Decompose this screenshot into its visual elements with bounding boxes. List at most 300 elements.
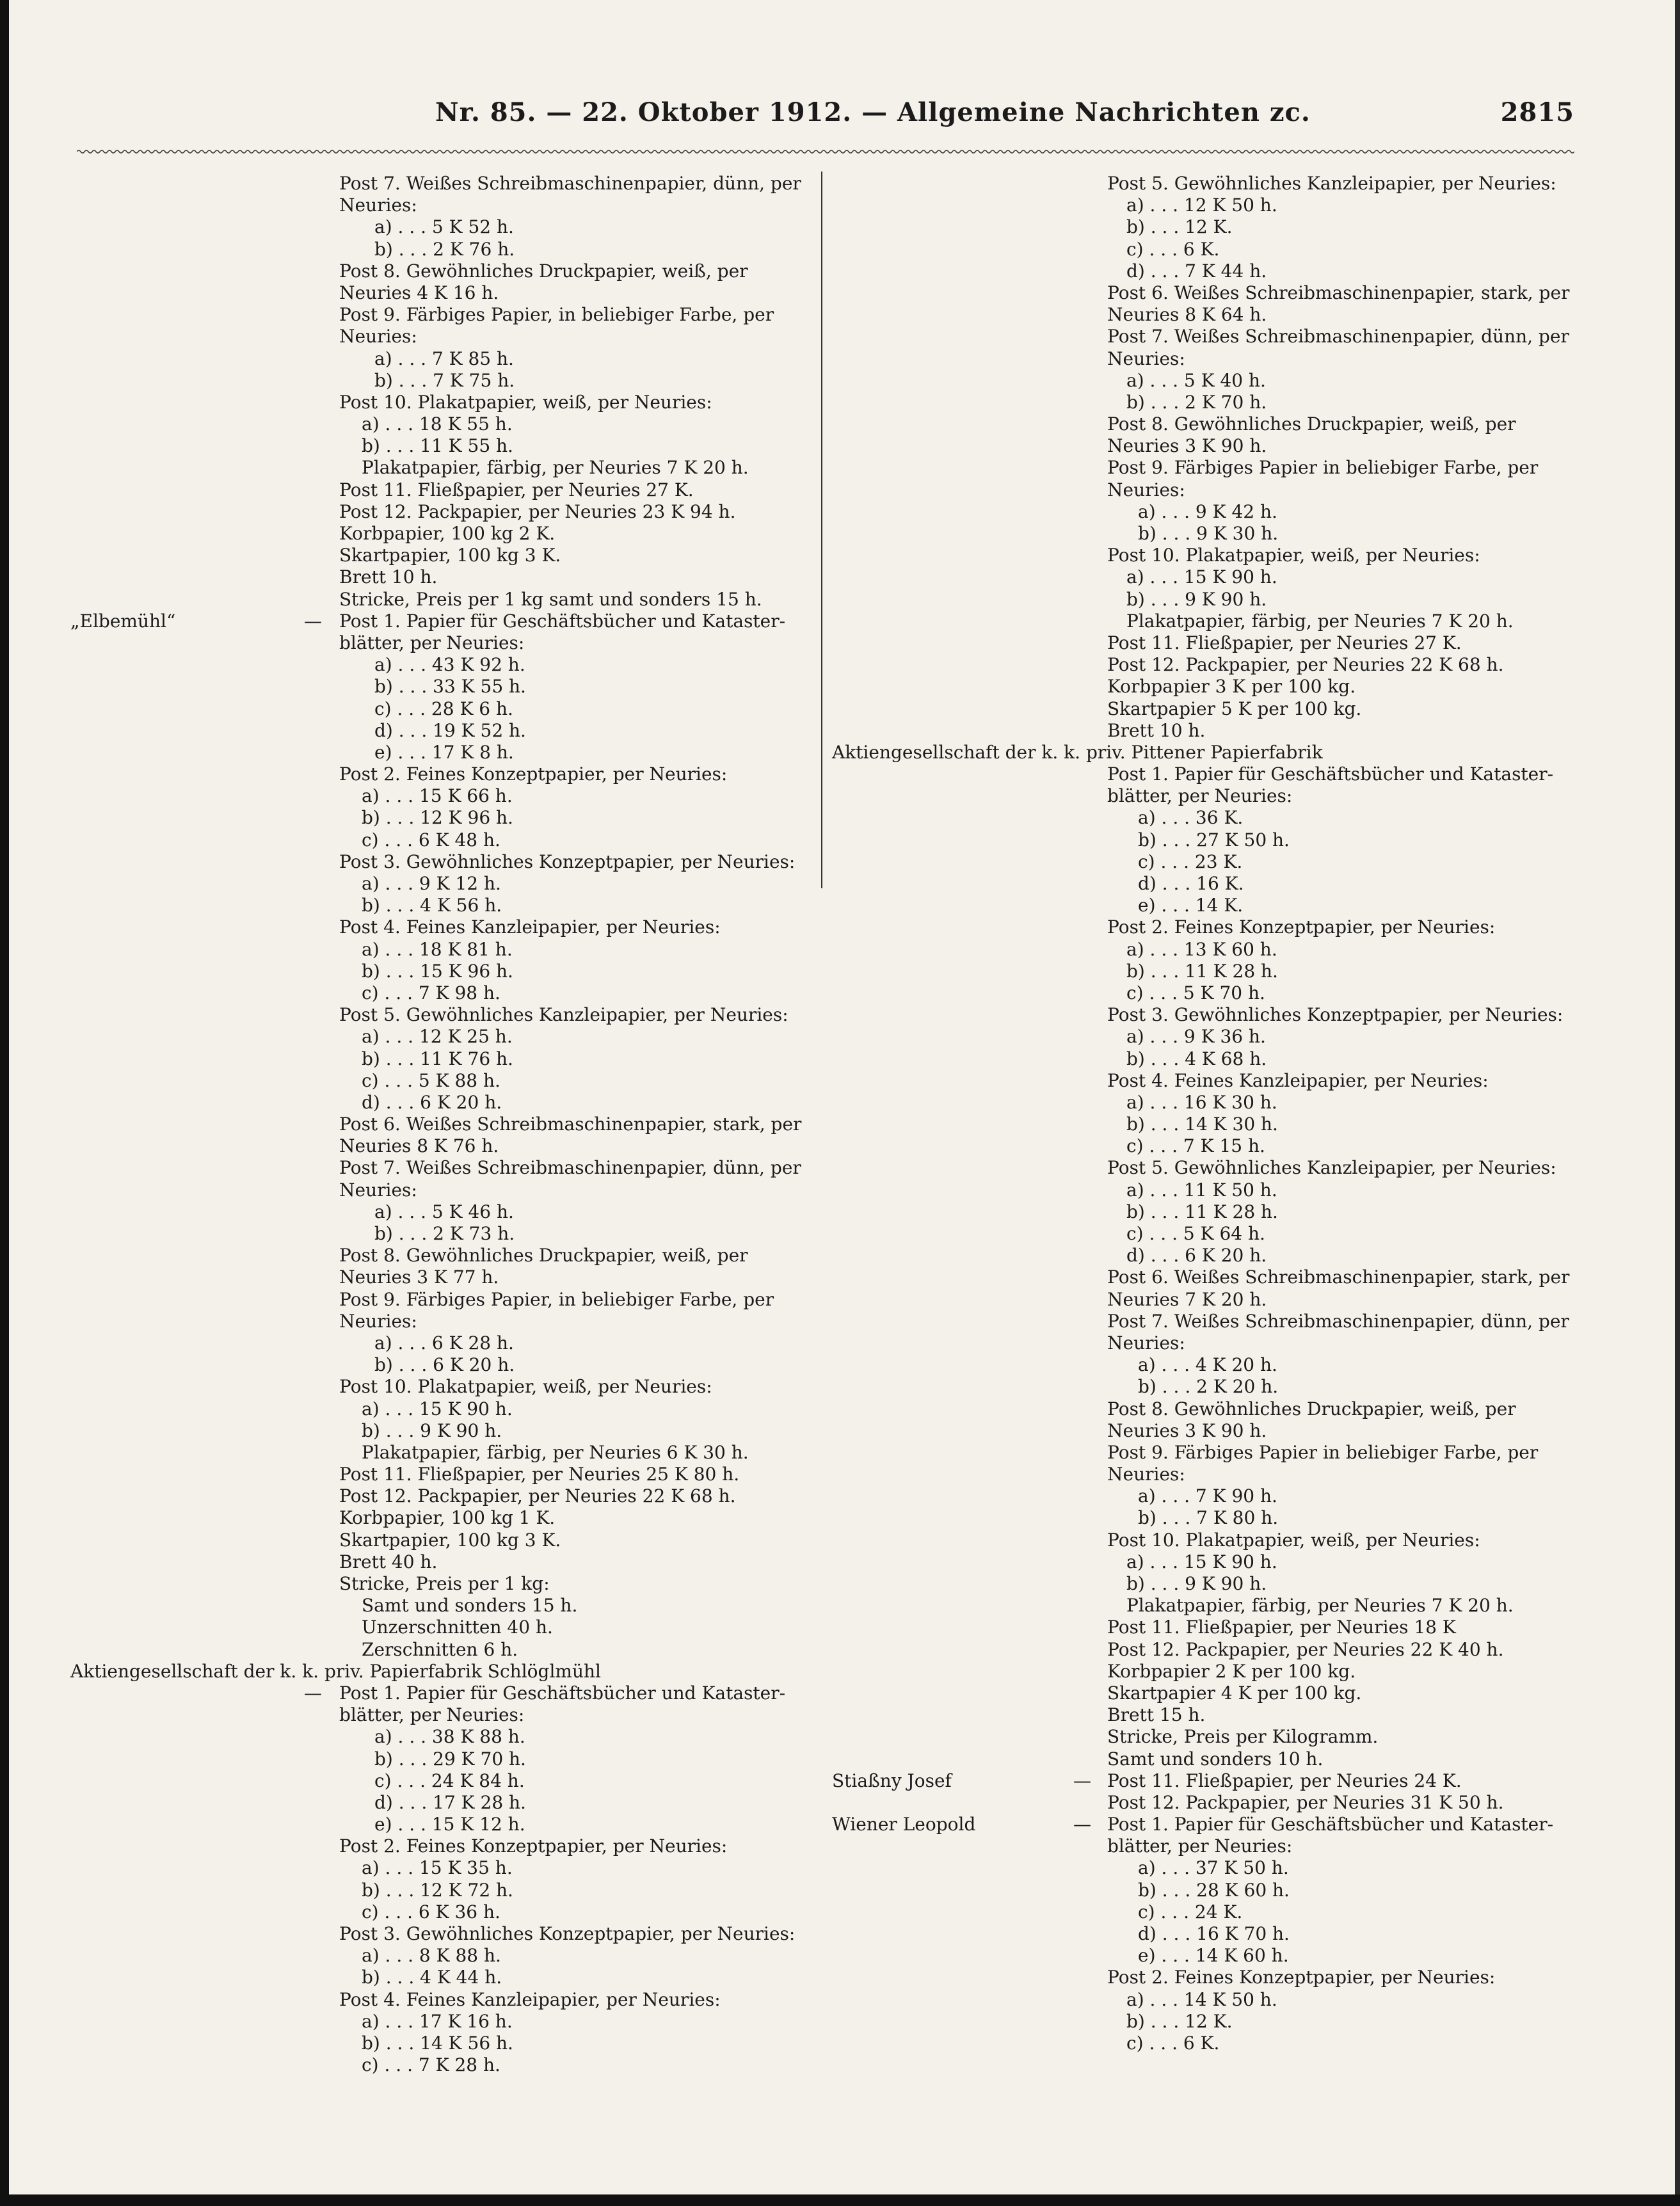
line-text: Plakatpapier, färbig, per Neuries 7 K 20 h. [362,457,749,479]
text-line [832,851,1581,873]
text-line [832,1835,1581,1857]
text-line [70,479,806,501]
text-line [832,501,1581,523]
line-text: a) . . . 36 K. [1138,807,1244,829]
entry-dash: — [304,1682,322,1704]
line-text: b) . . . 12 K. [1126,216,1233,238]
text-line [70,611,806,632]
text-line [832,413,1581,435]
text-line [70,1617,806,1638]
line-text: c) . . . 7 K 15 h. [1126,1135,1265,1157]
line-text: Post 8. Gewöhnliches Druckpapier, weiß, per [1107,413,1516,435]
text-line [70,260,806,282]
line-text: a) . . . 8 K 88 h. [362,1945,501,1967]
line-text: d) . . . 7 K 44 h. [1126,260,1267,282]
line-text: Post 7. Weißes Schreibmaschinenpapier, dünn, per [339,1157,801,1179]
text-line [832,1026,1581,1048]
text-line [70,982,806,1004]
line-text: e) . . . 14 K. [1138,895,1244,916]
text-line [70,1857,806,1879]
line-text: blätter, per Neuries: [339,632,525,653]
text-line [832,1485,1581,1507]
line-text: Neuries: [1107,479,1185,500]
line-text: a) . . . 37 K 50 h. [1138,1857,1289,1879]
text-line [832,1661,1581,1682]
line-text: b) . . . 2 K 70 h. [1126,391,1267,413]
text-line [832,1595,1581,1617]
line-text: d) . . . 6 K 20 h. [1126,1245,1267,1267]
firm-name: „Elbemühl“ [70,610,176,632]
line-text: Skartpapier 4 K per 100 kg. [1107,1682,1362,1704]
line-text: Stricke, Preis per Kilogramm. [1107,1726,1379,1748]
text-line [70,961,806,982]
line-text: Korbpapier, 100 kg 2 K. [339,523,556,544]
line-text: c) . . . 5 K 64 h. [1126,1223,1265,1244]
text-line [70,1967,806,1988]
text-line [70,195,806,216]
line-text: Post 3. Gewöhnliches Konzeptpapier, per Neuries: [1107,1004,1564,1026]
text-line [832,1923,1581,1945]
line-text: d) . . . 6 K 20 h. [362,1091,502,1113]
line-text: Post 11. Fließpapier, per Neuries 18 K [1107,1617,1456,1638]
text-line [70,785,806,807]
right-column [832,173,1581,2054]
text-line [70,1726,806,1748]
line-text: Post 8. Gewöhnliches Druckpapier, weiß, per [339,1245,748,1267]
text-line [832,1201,1581,1223]
firm-name: Stiaßny Josef [832,1770,952,1791]
line-text: blätter, per Neuries: [339,1704,525,1726]
text-line [832,457,1581,479]
line-text: Aktiengesellschaft der k. k. priv. Papierfabrik Schlöglmühl [70,1660,601,1682]
text-line [832,1551,1581,1573]
line-text: Post 9. Färbiges Papier in beliebiger Farbe, per [1107,1441,1539,1463]
line-text: Neuries: [339,1179,417,1201]
text-line [832,1639,1581,1661]
line-text: Neuries 4 K 16 h. [339,282,499,303]
text-line [70,239,806,260]
line-text: Post 6. Weißes Schreibmaschinenpapier, stark, per [1107,282,1570,303]
line-text: a) . . . 13 K 60 h. [1126,938,1277,960]
line-text: Post 2. Feines Konzeptpapier, per Neuries: [339,763,728,785]
text-line [832,195,1581,216]
line-text: b) . . . 12 K 72 h. [362,1879,513,1901]
line-text: b) . . . 12 K. [1126,2010,1233,2032]
text-line [70,1814,806,1835]
line-text: Post 6. Weißes Schreibmaschinenpapier, stark, per [339,1114,802,1135]
text-line [70,1682,806,1704]
line-text: Post 12. Packpapier, per Neuries 22 K 40 h. [1107,1638,1504,1660]
line-text: a) . . . 15 K 35 h. [362,1857,513,1879]
line-text: Post 8. Gewöhnliches Druckpapier, weiß, per [1107,1398,1516,1419]
text-line [832,807,1581,829]
text-line [70,326,806,348]
line-text: b) . . . 7 K 75 h. [374,369,515,391]
left-column [70,173,806,2076]
text-line [70,1442,806,1464]
text-line [70,2033,806,2054]
text-line [832,1814,1581,1835]
text-line [70,501,806,523]
text-line [832,1092,1581,1114]
line-text: a) . . . 7 K 85 h. [374,348,514,369]
text-line [70,2011,806,2033]
text-line [832,939,1581,961]
text-line [70,807,806,829]
line-text: Neuries 3 K 90 h. [1107,435,1267,457]
text-line [832,1880,1581,1901]
line-text: b) . . . 4 K 56 h. [362,895,502,916]
text-line [832,260,1581,282]
text-line [832,523,1581,545]
text-line [832,1376,1581,1398]
line-text: Skartpapier, 100 kg 3 K. [339,545,561,566]
text-line [832,589,1581,611]
text-line [70,1070,806,1092]
text-line [70,413,806,435]
line-text: Neuries: [339,326,417,348]
line-text: Post 8. Gewöhnliches Druckpapier, weiß, per [339,260,748,282]
text-line [832,1135,1581,1157]
line-text: d) . . . 16 K 70 h. [1138,1923,1290,1944]
text-line [832,1989,1581,2011]
line-text: Korbpapier 2 K per 100 kg. [1107,1660,1356,1682]
entry-dash: — [304,610,322,632]
line-text: Neuries 3 K 90 h. [1107,1419,1267,1441]
line-text: a) . . . 9 K 36 h. [1126,1026,1266,1048]
line-text: Post 4. Feines Kanzleipapier, per Neuries: [1107,1069,1489,1091]
line-text: Post 12. Packpapier, per Neuries 23 K 94 h. [339,500,736,522]
text-line [70,851,806,873]
text-line [832,2011,1581,2033]
line-text: b) . . . 14 K 56 h. [362,2032,513,2054]
line-text: a) . . . 16 K 30 h. [1126,1091,1277,1113]
line-text: Brett 40 h. [339,1551,438,1572]
text-line [70,1201,806,1223]
line-text: e) . . . 17 K 8 h. [374,741,514,763]
text-line [70,392,806,413]
line-text: Post 5. Gewöhnliches Kanzleipapier, per Neuries: [1107,173,1556,194]
text-line [832,1442,1581,1464]
page-number: 2815 [1500,97,1574,127]
text-line [832,435,1581,457]
text-line [832,611,1581,632]
line-text: blätter, per Neuries: [1107,1835,1293,1857]
text-line [70,1420,806,1442]
line-text: Samt und sonders 10 h. [1107,1748,1324,1770]
text-line [70,1639,806,1661]
text-line [832,1770,1581,1792]
text-line [832,1004,1581,1026]
text-line [70,1748,806,1770]
text-line [832,1901,1581,1923]
text-line [70,282,806,304]
text-line [832,1223,1581,1245]
line-text: b) . . . 27 K 50 h. [1138,829,1290,851]
line-text: c) . . . 7 K 98 h. [362,982,500,1003]
text-line [70,1880,806,1901]
text-line [832,1617,1581,1638]
text-line [70,1026,806,1048]
text-line [832,763,1581,785]
line-text: Post 6. Weißes Schreibmaschinenpapier, stark, per [1107,1267,1570,1288]
text-line [832,698,1581,720]
text-line [70,939,806,961]
text-line [70,873,806,895]
line-text: Post 4. Feines Kanzleipapier, per Neuries: [339,1988,721,2010]
line-text: a) . . . 9 K 42 h. [1138,500,1277,522]
text-line [832,326,1581,348]
line-text: Neuries 8 K 76 h. [339,1135,499,1157]
line-text: b) . . . 2 K 76 h. [374,238,515,260]
line-text: Post 7. Weißes Schreibmaschinenpapier, dünn, per [1107,326,1569,348]
line-text: Post 1. Papier für Geschäftsbücher und Kataster- [1107,1814,1554,1835]
line-text: Neuries: [1107,348,1185,369]
line-text: c) . . . 28 K 6 h. [374,698,513,719]
text-line [70,2054,806,2076]
header-wavy-rule [77,148,1574,155]
line-text: Post 9. Färbiges Papier, in beliebiger Farbe, per [339,304,774,326]
line-text: b) . . . 28 K 60 h. [1138,1879,1290,1901]
text-line [70,1157,806,1179]
text-line [832,304,1581,326]
text-line [832,173,1581,195]
text-line [832,1311,1581,1332]
line-text: Plakatpapier, färbig, per Neuries 7 K 20 h. [1126,1595,1514,1617]
text-line [832,1157,1581,1179]
text-line [70,1092,806,1114]
line-text: Post 12. Packpapier, per Neuries 22 K 68 h. [1107,654,1504,676]
text-line [832,873,1581,895]
text-line [832,1726,1581,1748]
text-line [832,1945,1581,1967]
line-text: b) . . . 15 K 96 h. [362,960,513,982]
text-line [70,632,806,654]
line-text: c) . . . 24 K. [1138,1901,1243,1922]
line-text: Korbpapier 3 K per 100 kg. [1107,676,1356,698]
line-text: d) . . . 16 K. [1138,873,1244,894]
line-text: b) . . . 4 K 44 h. [362,1967,502,1988]
text-line [70,1267,806,1288]
line-text: a) . . . 11 K 50 h. [1126,1179,1277,1201]
line-text: Post 3. Gewöhnliches Konzeptpapier, per Neuries: [339,851,796,872]
text-line [832,1267,1581,1288]
text-line [832,1245,1581,1267]
line-text: c) . . . 6 K. [1126,2032,1220,2054]
line-text: Post 5. Gewöhnliches Kanzleipapier, per Neuries: [339,1004,788,1026]
page-header [435,97,1574,142]
line-text: Neuries: [339,195,417,216]
text-line [70,829,806,851]
text-line [832,632,1581,654]
text-line [832,1332,1581,1354]
text-line [70,763,806,785]
scan-edge-right [1675,0,1680,2206]
text-line [70,1245,806,1267]
line-text: Post 2. Feines Konzeptpapier, per Neuries: [1107,916,1496,938]
text-line [832,348,1581,370]
line-text: b) . . . 11 K 28 h. [1126,960,1278,982]
text-line [70,457,806,479]
text-line [832,1530,1581,1551]
header-title: Nr. 85. — 22. Oktober 1912. — Allgemeine Nachrichten zc. [435,97,1311,127]
text-line [832,676,1581,698]
line-text: b) . . . 33 K 55 h. [374,676,526,698]
line-text: b) . . . 14 K 30 h. [1126,1114,1278,1135]
text-line [832,1398,1581,1420]
text-line [70,545,806,566]
text-line [70,1114,806,1135]
text-line [832,239,1581,260]
line-text: Post 9. Färbiges Papier, in beliebiger Farbe, per [339,1288,774,1310]
text-line [832,1682,1581,1704]
text-line [70,566,806,588]
text-line [832,1289,1581,1311]
line-text: Post 2. Feines Konzeptpapier, per Neuries: [1107,1967,1496,1988]
line-text: a) . . . 18 K 81 h. [362,938,513,960]
line-text: a) . . . 4 K 20 h. [1138,1354,1277,1376]
text-line [832,1114,1581,1135]
line-text: a) . . . 5 K 40 h. [1126,369,1266,391]
text-line [832,1507,1581,1529]
text-line [70,916,806,938]
line-text: Post 4. Feines Kanzleipapier, per Neuries: [339,916,721,938]
line-text: b) . . . 2 K 73 h. [374,1223,515,1244]
entry-dash: — [1073,1814,1091,1835]
line-text: Stricke, Preis per 1 kg samt und sonders 15 h. [339,588,762,610]
text-line [70,1354,806,1376]
text-line [832,1704,1581,1726]
scan-edge-bottom [0,2194,1680,2206]
line-text: Skartpapier, 100 kg 3 K. [339,1529,561,1551]
line-text: a) . . . 5 K 52 h. [374,216,514,238]
line-text: c) . . . 5 K 70 h. [1126,982,1265,1003]
line-text: a) . . . 15 K 66 h. [362,785,513,807]
line-text: b) . . . 9 K 90 h. [1126,1573,1267,1594]
line-text: c) . . . 6 K 48 h. [362,829,500,851]
text-line [832,1792,1581,1814]
line-text: a) . . . 5 K 46 h. [374,1201,514,1222]
text-line [70,1573,806,1595]
line-text: a) . . . 17 K 16 h. [362,2010,513,2032]
column-divider [821,172,822,888]
text-line [832,654,1581,676]
line-text: a) . . . 15 K 90 h. [362,1398,513,1419]
line-text: Brett 10 h. [339,566,438,588]
line-text: Skartpapier 5 K per 100 kg. [1107,698,1362,719]
line-text: d) . . . 17 K 28 h. [374,1791,526,1813]
firm-name: Wiener Leopold [832,1814,976,1835]
line-text: c) . . . 6 K. [1126,238,1220,260]
text-line [832,1420,1581,1442]
text-line [70,348,806,370]
text-line [70,1332,806,1354]
line-text: Plakatpapier, färbig, per Neuries 6 K 30 h. [362,1441,749,1463]
line-text: e) . . . 14 K 60 h. [1138,1945,1289,1967]
line-text: Post 12. Packpapier, per Neuries 31 K 50 h. [1107,1791,1504,1813]
text-line [70,1792,806,1814]
text-line [832,1070,1581,1092]
text-line [832,545,1581,566]
text-line [70,589,806,611]
text-line [832,370,1581,392]
text-line [832,1354,1581,1376]
line-text: Samt und sonders 15 h. [362,1595,578,1617]
text-line [832,1464,1581,1485]
line-text: Post 11. Fließpapier, per Neuries 24 K. [1107,1770,1462,1791]
line-text: Brett 10 h. [1107,719,1206,741]
line-text: Neuries: [1107,1332,1185,1354]
line-text: b) . . . 7 K 80 h. [1138,1507,1279,1529]
text-line [832,720,1581,742]
text-line [70,1048,806,1070]
text-line [70,1770,806,1792]
line-text: Stricke, Preis per 1 kg: [339,1573,550,1594]
text-line [70,1398,806,1420]
line-text: e) . . . 15 K 12 h. [374,1814,525,1835]
line-text: Post 12. Packpapier, per Neuries 22 K 68 h. [339,1485,736,1507]
line-text: b) . . . 29 K 70 h. [374,1748,526,1770]
text-line [70,1223,806,1245]
text-line [70,698,806,720]
line-text: a) . . . 9 K 12 h. [362,873,501,894]
text-line [832,216,1581,238]
scan-edge-left [0,0,9,2206]
line-text: Post 11. Fließpapier, per Neuries 27 K. [1107,632,1462,653]
text-line [70,523,806,545]
text-line [70,1835,806,1857]
line-text: d) . . . 19 K 52 h. [374,719,526,741]
line-text: Neuries: [1107,1464,1185,1485]
text-line [832,1857,1581,1879]
line-text: a) . . . 15 K 90 h. [1126,1551,1277,1572]
line-text: Post 1. Papier für Geschäftsbücher und Kataster- [1107,763,1554,785]
line-text: Post 10. Plakatpapier, weiß, per Neuries: [1107,1529,1480,1551]
line-text: b) . . . 9 K 90 h. [362,1419,502,1441]
text-line [832,785,1581,807]
line-text: Post 7. Weißes Schreibmaschinenpapier, dünn, per [1107,1310,1569,1332]
line-text: Post 11. Fließpapier, per Neuries 25 K 80 h. [339,1464,740,1485]
line-text: Zerschnitten 6 h. [362,1638,518,1660]
text-line [70,676,806,698]
line-text: b) . . . 9 K 30 h. [1138,523,1279,544]
text-line [832,895,1581,916]
line-text: b) . . . 2 K 20 h. [1138,1376,1279,1398]
text-line [832,982,1581,1004]
line-text: Post 7. Weißes Schreibmaschinenpapier, dünn, per [339,173,801,194]
text-line [70,720,806,742]
line-text: Brett 15 h. [1107,1704,1206,1726]
line-text: Neuries 3 K 77 h. [339,1267,499,1288]
text-line [832,282,1581,304]
text-line [70,1135,806,1157]
line-text: Post 9. Färbiges Papier in beliebiger Farbe, per [1107,457,1539,479]
text-line [70,1704,806,1726]
text-line [70,1004,806,1026]
text-line [832,479,1581,501]
line-text: a) . . . 7 K 90 h. [1138,1485,1277,1507]
text-line [70,1551,806,1573]
line-text: c) . . . 5 K 88 h. [362,1069,500,1091]
line-text: Post 10. Plakatpapier, weiß, per Neuries: [339,1376,712,1398]
entry-dash: — [1073,1770,1091,1791]
text-line [70,1989,806,2011]
line-text: b) . . . 12 K 96 h. [362,807,513,829]
line-text: Post 3. Gewöhnliches Konzeptpapier, per Neuries: [339,1923,796,1944]
line-text: b) . . . 11 K 55 h. [362,435,513,457]
text-line [70,1901,806,1923]
line-text: Post 10. Plakatpapier, weiß, per Neuries: [339,391,712,413]
